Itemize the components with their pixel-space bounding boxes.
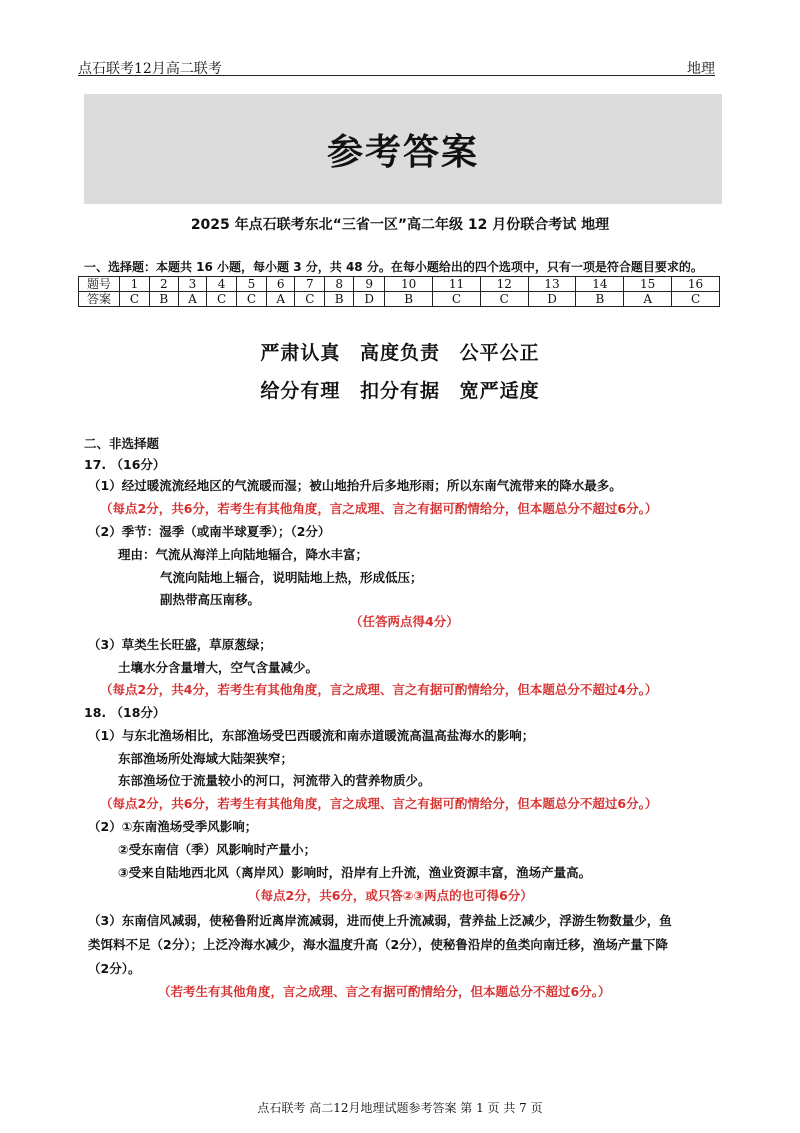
q18-title: 18. （18分） [84,705,166,720]
motto-item: 给分有理 [260,380,341,402]
q17-p2: （2）季节：湿季（或南半球夏季）；（2分） [88,524,331,539]
answer-cell: B [325,292,354,307]
question-number-cell: 16 [672,277,720,292]
q17-p2-reason-3: 副热带高压南移。 [160,592,261,607]
answer-cell: C [237,292,267,307]
answer-table [78,276,720,307]
question-number-cell: 15 [624,277,672,292]
motto-item: 严肃认真 [260,342,341,364]
answer-cell: A [624,292,672,307]
q18-p1-b: 东部渔场所处海域大陆架狭窄； [118,751,294,766]
answer-row [79,292,720,307]
question-number-cell: 7 [295,277,325,292]
motto-item: 公平公正 [459,342,540,364]
question-number-cell: 12 [480,277,528,292]
q18-p3-b: 类饵料不足（2分）；上泛冷海水减少，海水温度升高（2分），使秘鲁沿岸的鱼类向南迁移，渔场产量下降 [88,937,668,952]
header-rule [78,75,715,76]
q17-title: 17. （16分） [84,457,166,472]
q18-p1: （1）与东北渔场相比，东部渔场受巴西暖流和南赤道暖流高温高盐海水的影响； [88,728,535,743]
answer-cell: C [207,292,237,307]
motto-line-1 [0,338,800,365]
motto-item: 扣分有据 [359,380,440,402]
answer-cell: D [528,292,576,307]
q18-p1-note: （每点2分，共6分，若考生有其他角度，言之成理、言之有据可酌情给分，但本题总分不超过6分。） [100,796,658,811]
question-number-cell: 6 [266,277,294,292]
q17-p3: （3）草类生长旺盛，草原葱绿； [88,637,272,652]
motto-line-2 [0,376,800,403]
answer-cell: C [480,292,528,307]
answer-row-label: 答案 [79,292,120,307]
answer-cell: C [120,292,150,307]
answer-cell: C [433,292,481,307]
header-right: 地理 [687,61,715,77]
q18-p3-a: （3）东南信风减弱，使秘鲁附近离岸流减弱，进而使上升流减弱，营养盐上泛减少，浮游生物数量少，鱼 [88,913,672,928]
q18-p2-c: ③受来自陆地西北风（离岸风）影响时，沿岸有上升流，渔业资源丰富，渔场产量高。 [118,865,592,880]
q17-p1-note: （每点2分，共6分，若考生有其他角度，言之成理、言之有据可酌情给分，但本题总分不超过6分。） [100,501,658,516]
question-row-label: 题号 [79,277,120,292]
motto-item: 宽严适度 [459,380,540,402]
q18-p2-b: ②受东南信（季）风影响时产量小； [118,842,317,857]
q17-p3-b: 土壤水分含量增大，空气含量减少。 [118,660,319,675]
question-number-cell: 13 [528,277,576,292]
question-number-cell: 9 [354,277,385,292]
question-number-cell: 10 [385,277,433,292]
section2-heading: 二、非选择题 [84,436,160,451]
answer-cell: C [295,292,325,307]
answer-cell: A [178,292,206,307]
question-number-cell: 4 [207,277,237,292]
question-number-cell: 1 [120,277,150,292]
answer-cell: C [672,292,720,307]
question-row [79,277,720,292]
question-number-cell: 8 [325,277,354,292]
question-number-cell: 2 [149,277,178,292]
header-left: 点石联考12月高二联考 [78,61,222,77]
question-number-cell: 11 [433,277,481,292]
exam-subtitle: 2025 年点石联考东北“三省一区”高二年级 12 月份联合考试 地理 [190,217,610,233]
q17-p2-reason-1: 理由：气流从海洋上向陆地辐合，降水丰富； [118,547,369,562]
title-banner [84,94,722,204]
question-number-cell: 5 [237,277,267,292]
answer-cell: D [354,292,385,307]
q18-p2: （2）①东南渔场受季风影响； [88,819,258,834]
q17-p2-reason-2: 气流向陆地上辐合，说明陆地上热，形成低压； [160,570,423,585]
question-number-cell: 3 [178,277,206,292]
q18-p2-note: （每点2分，共6分，或只答②③两点的也可得6分） [248,888,533,903]
motto-item: 高度负责 [359,342,440,364]
section1-heading: 一、选择题：本题共 16 小题，每小题 3 分，共 48 分。在每小题给出的四个选项中，只有一项是符合题目要求的。 [84,260,703,274]
answer-cell: B [149,292,178,307]
page-footer: 点石联考 高二12月地理试题参考答案 第 1 页 共 7 页 [257,1101,543,1115]
q17-p2-note: （任答两点得4分） [350,614,459,629]
question-number-cell: 14 [576,277,624,292]
q17-p1: （1）经过暖流流经地区的气流暖而湿；被山地抬升后多地形雨；所以东南气流带来的降水最多。 [88,478,622,493]
answer-cell: A [266,292,294,307]
q17-p3-note: （每点2分，共4分，若考生有其他角度，言之成理、言之有据可酌情给分，但本题总分不超过4分。） [100,682,658,697]
banner-title: 参考答案 [326,130,479,173]
answer-cell: B [385,292,433,307]
q18-p3-note: （若考生有其他角度，言之成理、言之有据可酌情给分，但本题总分不超过6分。） [158,984,611,999]
q18-p3-c: （2分）。 [88,961,141,976]
q18-p1-c: 东部渔场位于流量较小的河口，河流带入的营养物质少。 [118,773,431,788]
answer-cell: B [576,292,624,307]
